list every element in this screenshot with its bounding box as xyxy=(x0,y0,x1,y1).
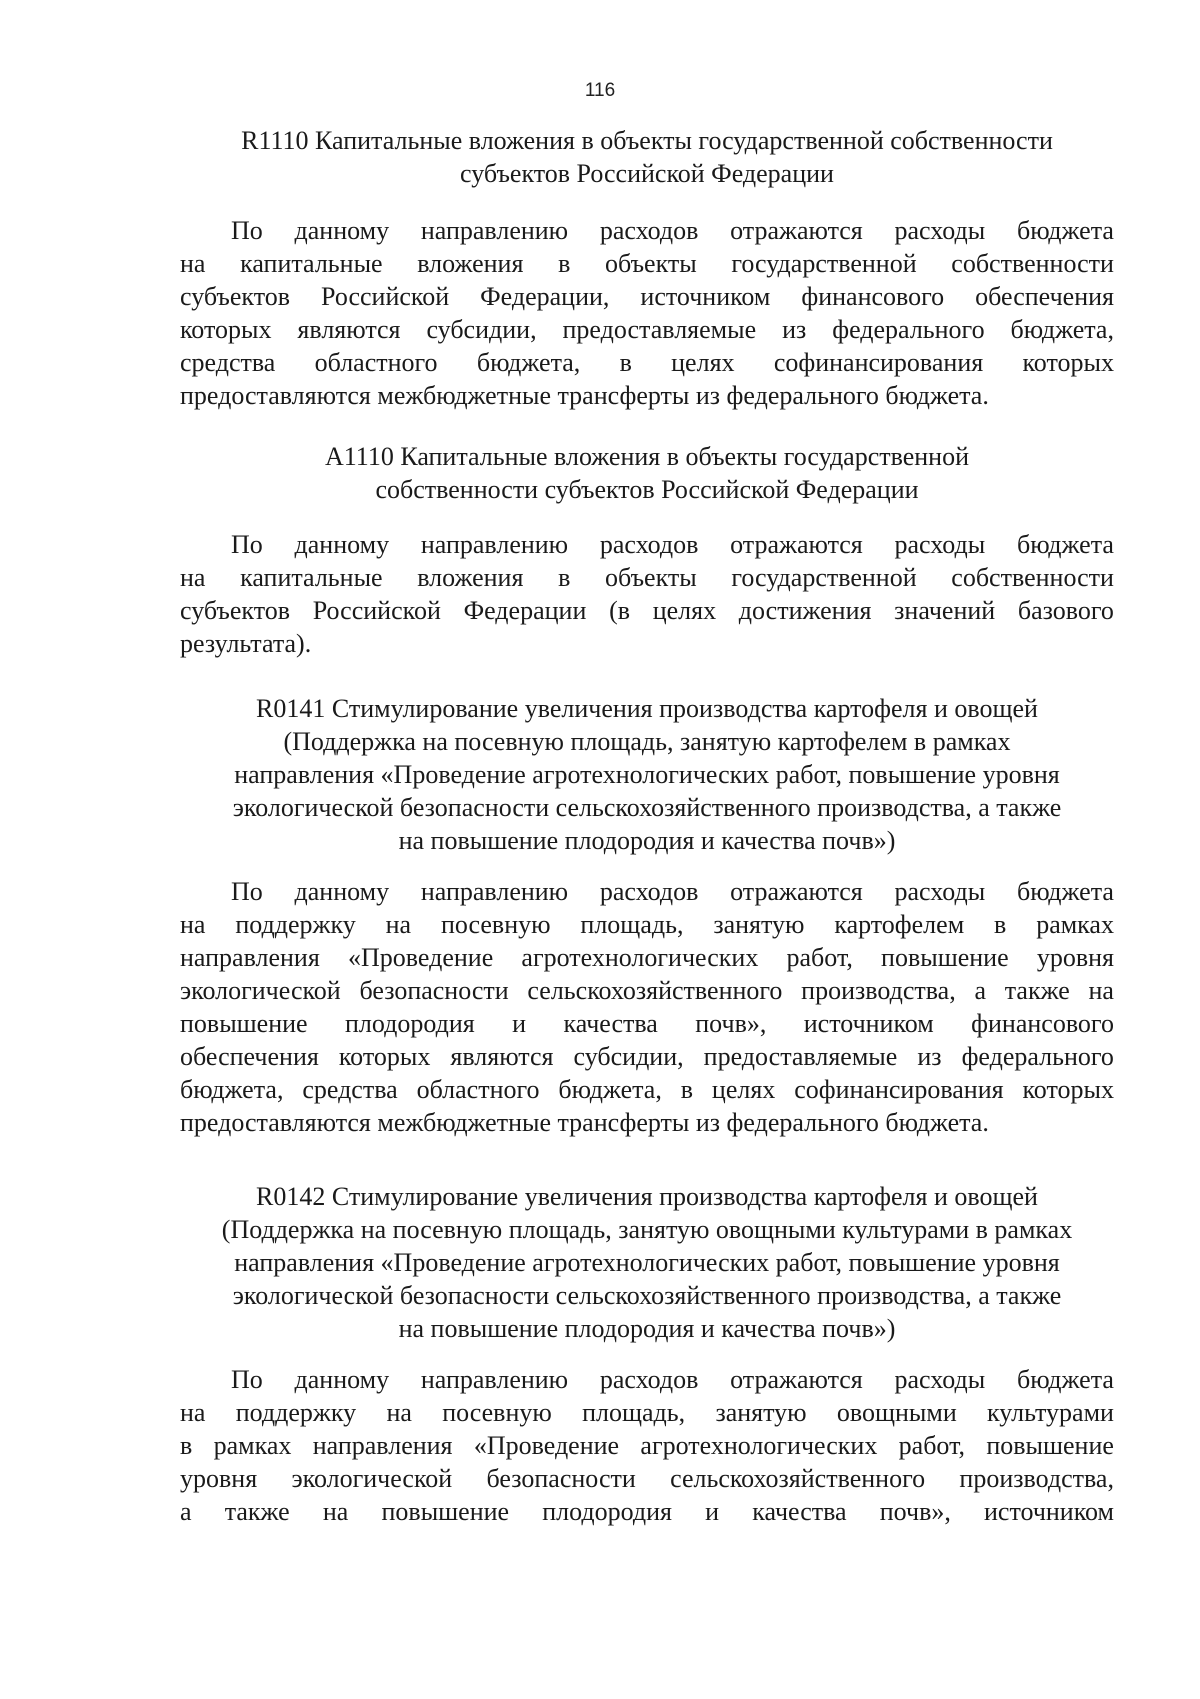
paragraph-line: бюджета, средства областного бюджета, в целях софинансирования которых xyxy=(180,1075,1114,1104)
section-paragraph-r0141 xyxy=(180,875,1114,1139)
paragraph-line: экологической безопасности сельскохозяйственного производства, а также на xyxy=(180,976,1114,1005)
paragraph-line: средства областного бюджета, в целях софинансирования которых xyxy=(180,348,1114,377)
heading-line: направления «Проведение агротехнологических работ, повышение уровня xyxy=(234,1248,1060,1277)
paragraph-line: на поддержку на посевную площадь, занятую овощными культурами xyxy=(180,1398,1114,1427)
section-heading-r1110 xyxy=(180,124,1114,190)
paragraph-line: на капитальные вложения в объекты государственной собственности xyxy=(180,563,1114,592)
heading-line: экологической безопасности сельскохозяйственного производства, а также xyxy=(232,1281,1062,1310)
section-paragraph-r0142 xyxy=(180,1363,1114,1528)
paragraph-line: повышение плодородия и качества почв», источником финансового xyxy=(180,1009,1114,1038)
paragraph-line: уровня экологической безопасности сельскохозяйственного производства, xyxy=(180,1464,1114,1493)
section-paragraph-a1110 xyxy=(180,528,1114,660)
paragraph-line: субъектов Российской Федерации, источником финансового обеспечения xyxy=(180,282,1114,311)
section-heading-r0142 xyxy=(160,1180,1134,1345)
heading-line: R0141 Стимулирование увеличения производства картофеля и овощей xyxy=(256,694,1038,723)
paragraph-line: По данному направлению расходов отражаются расходы бюджета xyxy=(231,216,1114,245)
heading-line: на повышение плодородия и качества почв») xyxy=(398,1314,896,1343)
heading-line: субъектов Российской Федерации xyxy=(460,159,834,188)
paragraph-line: обеспечения которых являются субсидии, предоставляемые из федерального xyxy=(180,1042,1114,1071)
heading-line: (Поддержка на посевную площадь, занятую овощными культурами в рамках xyxy=(221,1215,1073,1244)
paragraph-line: По данному направлению расходов отражаются расходы бюджета xyxy=(231,1365,1114,1394)
heading-line: R1110 Капитальные вложения в объекты государственной собственности xyxy=(241,126,1053,155)
page-number: 116 xyxy=(584,80,616,101)
paragraph-line: субъектов Российской Федерации (в целях достижения значений базового xyxy=(180,596,1114,625)
paragraph-line: направления «Проведение агротехнологических работ, повышение уровня xyxy=(180,943,1114,972)
paragraph-line: на поддержку на посевную площадь, занятую картофелем в рамках xyxy=(180,910,1114,939)
heading-line: А1110 Капитальные вложения в объекты государственной xyxy=(324,442,970,471)
section-heading-a1110 xyxy=(180,440,1114,506)
section-paragraph-r1110 xyxy=(180,214,1114,412)
heading-line: собственности субъектов Российской Федерации xyxy=(375,475,919,504)
paragraph-line: По данному направлению расходов отражаются расходы бюджета xyxy=(231,877,1114,906)
paragraph-line: предоставляются межбюджетные трансферты из федерального бюджета. xyxy=(180,1108,989,1137)
paragraph-line: в рамках направления «Проведение агротехнологических работ, повышение xyxy=(180,1431,1114,1460)
heading-line: экологической безопасности сельскохозяйственного производства, а также xyxy=(232,793,1062,822)
paragraph-line: а также на повышение плодородия и качества почв», источником xyxy=(180,1497,1114,1526)
paragraph-line: на капитальные вложения в объекты государственной собственности xyxy=(180,249,1114,278)
paragraph-line: По данному направлению расходов отражаются расходы бюджета xyxy=(231,530,1114,559)
heading-line: на повышение плодородия и качества почв») xyxy=(398,826,896,855)
heading-line: R0142 Стимулирование увеличения производства картофеля и овощей xyxy=(256,1182,1038,1211)
section-heading-r0141 xyxy=(160,692,1134,857)
paragraph-line: которых являются субсидии, предоставляемые из федерального бюджета, xyxy=(180,315,1114,344)
heading-line: (Поддержка на посевную площадь, занятую картофелем в рамках xyxy=(283,727,1011,756)
heading-line: направления «Проведение агротехнологических работ, повышение уровня xyxy=(234,760,1060,789)
paragraph-line: предоставляются межбюджетные трансферты из федерального бюджета. xyxy=(180,381,989,410)
paragraph-line: результата). xyxy=(180,629,312,658)
